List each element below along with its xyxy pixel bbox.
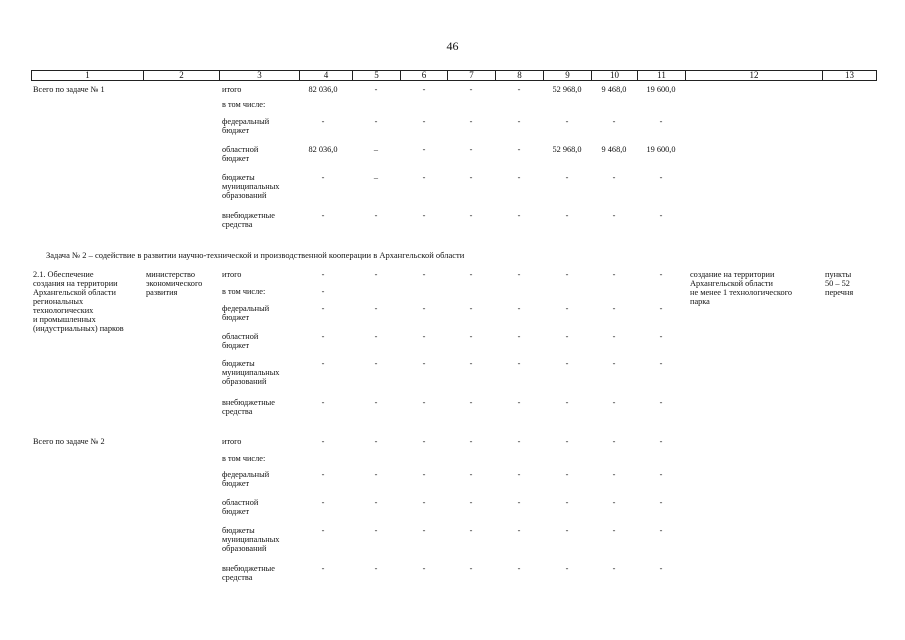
- header-cell-2: 2: [143, 70, 220, 81]
- task1-value-cell: -: [612, 117, 616, 126]
- task2-value-cell: -: [374, 564, 378, 573]
- task1-value-cell: -: [422, 117, 426, 126]
- item-description: Архангельской области: [33, 288, 116, 297]
- block-label: Всего по задаче № 2: [33, 437, 105, 446]
- task1-value-cell: 19 600,0: [646, 85, 676, 94]
- task2-value-cell: -: [469, 437, 473, 446]
- item21-value-cell: -: [469, 359, 473, 368]
- item21-value-cell: -: [469, 398, 473, 407]
- task2-value-cell: -: [374, 526, 378, 535]
- task1-value-cell: -: [422, 173, 426, 182]
- header-cell-7: 7: [447, 70, 496, 81]
- header-cell-5: 5: [352, 70, 401, 81]
- item21-row-label: внебюджетные: [222, 398, 275, 407]
- task1-row-label: внебюджетные: [222, 211, 275, 220]
- responsible-executor: развития: [146, 288, 178, 297]
- header-cell-8: 8: [495, 70, 544, 81]
- item21-value-cell: -: [565, 398, 569, 407]
- task1-value-cell: -: [469, 117, 473, 126]
- item21-value-cell: -: [374, 398, 378, 407]
- task1-value-cell: -: [374, 211, 378, 220]
- item21-value-cell: -: [374, 304, 378, 313]
- task1-value-cell: -: [565, 117, 569, 126]
- task2-value-cell: -: [517, 437, 521, 446]
- task1-value-cell: -: [659, 173, 663, 182]
- task2-value-cell: -: [422, 437, 426, 446]
- task1-value-cell: 52 968,0: [552, 145, 582, 154]
- task1-value-cell: -: [659, 211, 663, 220]
- task2-value-cell: -: [374, 437, 378, 446]
- task2-value-cell: -: [612, 564, 616, 573]
- task1-value-cell: -: [374, 85, 378, 94]
- item21-value-cell: -: [659, 359, 663, 368]
- item21-row-label: бюджеты: [222, 359, 255, 368]
- task2-value-cell: -: [659, 498, 663, 507]
- task2-value-cell: -: [565, 437, 569, 446]
- task1-value-cell: -: [517, 145, 521, 154]
- task2-value-cell: -: [321, 564, 325, 573]
- task1-value-cell: –: [373, 145, 379, 154]
- task2-row-label: федеральный: [222, 470, 270, 479]
- task2-value-cell: -: [565, 526, 569, 535]
- task2-row-label: внебюджетные: [222, 564, 275, 573]
- header-cell-3: 3: [219, 70, 300, 81]
- task1-row-label: итого: [222, 85, 242, 94]
- item21-value-cell: -: [659, 332, 663, 341]
- task2-value-cell: -: [321, 437, 325, 446]
- item21-value-cell: -: [565, 270, 569, 279]
- task2-value-cell: -: [565, 498, 569, 507]
- task1-row-label: федеральный: [222, 117, 270, 126]
- task2-value-cell: -: [659, 437, 663, 446]
- item21-value-cell: -: [374, 270, 378, 279]
- task2-value-cell: -: [374, 498, 378, 507]
- task1-value-cell: -: [469, 211, 473, 220]
- task1-value-cell: -: [612, 173, 616, 182]
- task1-row-label: бюджет: [222, 154, 250, 163]
- item21-row-label: итого: [222, 270, 242, 279]
- task2-row-label: муниципальных: [222, 535, 280, 544]
- task2-value-cell: -: [612, 437, 616, 446]
- expected-result: парка: [690, 297, 710, 306]
- item-description: создания на территории: [33, 279, 118, 288]
- task1-value-cell: -: [517, 173, 521, 182]
- responsible-executor: министерство: [146, 270, 196, 279]
- task1-value-cell: -: [565, 211, 569, 220]
- task2-value-cell: -: [612, 526, 616, 535]
- task2-value-cell: -: [374, 470, 378, 479]
- task1-value-cell: -: [612, 211, 616, 220]
- header-cell-11: 11: [637, 70, 686, 81]
- task1-value-cell: -: [422, 211, 426, 220]
- task1-value-cell: 82 036,0: [308, 145, 338, 154]
- task2-value-cell: -: [659, 470, 663, 479]
- responsible-executor: экономического: [146, 279, 203, 288]
- task2-value-cell: -: [422, 498, 426, 507]
- item21-value-cell: -: [565, 304, 569, 313]
- task2-value-cell: -: [422, 526, 426, 535]
- page-number: 46: [446, 39, 459, 53]
- task1-value-cell: -: [422, 85, 426, 94]
- header-cell-4: 4: [299, 70, 353, 81]
- task1-value-cell: -: [469, 145, 473, 154]
- header-cell-10: 10: [591, 70, 638, 81]
- task1-row-label: бюджет: [222, 126, 250, 135]
- task1-value-cell: –: [373, 173, 379, 182]
- item21-row-label: бюджет: [222, 341, 250, 350]
- task2-value-cell: -: [469, 564, 473, 573]
- task2-value-cell: -: [517, 564, 521, 573]
- item21-row-label: муниципальных: [222, 368, 280, 377]
- task1-row-label: бюджеты: [222, 173, 255, 182]
- item21-value-cell: -: [565, 359, 569, 368]
- task2-row-label: в том числе:: [222, 454, 266, 463]
- task2-row-label: областной: [222, 498, 259, 507]
- task2-value-cell: -: [659, 526, 663, 535]
- item21-value-cell: -: [517, 332, 521, 341]
- item21-value-cell: -: [469, 332, 473, 341]
- item21-value-cell: -: [517, 270, 521, 279]
- task2-row-label: бюджеты: [222, 526, 255, 535]
- task2-row-label: итого: [222, 437, 242, 446]
- task2-row-label: средства: [222, 573, 253, 582]
- item21-value-cell: -: [374, 359, 378, 368]
- item21-row-label: федеральный: [222, 304, 270, 313]
- header-cell-1: 1: [31, 70, 144, 81]
- task1-value-cell: 19 600,0: [646, 145, 676, 154]
- item21-value-cell: -: [374, 332, 378, 341]
- task2-row-label: бюджет: [222, 507, 250, 516]
- task2-value-cell: -: [469, 470, 473, 479]
- task1-value-cell: -: [321, 173, 325, 182]
- task1-value-cell: 82 036,0: [308, 85, 338, 94]
- expected-result: не менее 1 технологического: [690, 288, 793, 297]
- task2-value-cell: -: [321, 498, 325, 507]
- item21-value-cell: -: [517, 359, 521, 368]
- item21-value-cell: -: [517, 398, 521, 407]
- item21-row-label: средства: [222, 407, 253, 416]
- item-description: и промышленных: [33, 315, 96, 324]
- item21-value-cell: -: [422, 398, 426, 407]
- item21-value-cell: -: [321, 398, 325, 407]
- task2-value-cell: -: [469, 526, 473, 535]
- task2-row-label: бюджет: [222, 479, 250, 488]
- task1-value-cell: -: [659, 117, 663, 126]
- item21-value-cell: -: [659, 270, 663, 279]
- task1-value-cell: -: [517, 85, 521, 94]
- item21-value-cell: -: [422, 359, 426, 368]
- item21-value-cell: -: [612, 359, 616, 368]
- item21-value-cell: -: [321, 359, 325, 368]
- task1-row-label: в том числе:: [222, 100, 266, 109]
- header-cell-12: 12: [685, 70, 823, 81]
- expected-result: Архангельской области: [690, 279, 773, 288]
- task1-value-cell: 9 468,0: [601, 85, 627, 94]
- task2-value-cell: -: [517, 498, 521, 507]
- task2-value-cell: -: [517, 470, 521, 479]
- item21-value-cell: -: [422, 304, 426, 313]
- item21-value-cell: -: [321, 270, 325, 279]
- task1-row-label: средства: [222, 220, 253, 229]
- task1-value-cell: -: [422, 145, 426, 154]
- task1-value-cell: -: [469, 173, 473, 182]
- task1-value-cell: -: [469, 85, 473, 94]
- task2-row-label: образований: [222, 544, 267, 553]
- item21-value-cell: -: [612, 304, 616, 313]
- task2-value-cell: -: [321, 526, 325, 535]
- item21-row-label: образований: [222, 377, 267, 386]
- item21-value-cell: -: [422, 332, 426, 341]
- task1-row-label: областной: [222, 145, 259, 154]
- task1-value-cell: -: [374, 117, 378, 126]
- task2-value-cell: -: [321, 470, 325, 479]
- item-description: региональных: [33, 297, 84, 306]
- item-description: (индустриальных) парков: [33, 324, 124, 333]
- item21-row-label: бюджет: [222, 313, 250, 322]
- task2-value-cell: -: [612, 498, 616, 507]
- item21-value-cell: -: [321, 304, 325, 313]
- task1-row-label: муниципальных: [222, 182, 280, 191]
- task1-row-label: образований: [222, 191, 267, 200]
- expected-result: создание на территории: [690, 270, 775, 279]
- header-cell-13: 13: [822, 70, 877, 81]
- task1-value-cell: -: [517, 117, 521, 126]
- task2-value-cell: -: [469, 498, 473, 507]
- task1-value-cell: -: [565, 173, 569, 182]
- task1-value-cell: 52 968,0: [552, 85, 582, 94]
- task2-value-cell: -: [565, 564, 569, 573]
- item21-row-label: в том числе:: [222, 287, 266, 296]
- item21-value-cell: -: [659, 398, 663, 407]
- task2-title: Задача № 2 – содействие в развитии научно-технической и производственной кооперации в Архангельской области: [46, 250, 465, 260]
- task1-value-cell: 9 468,0: [601, 145, 627, 154]
- list-reference: пункты: [825, 270, 852, 279]
- task2-value-cell: -: [422, 470, 426, 479]
- item21-value-cell: -: [517, 304, 521, 313]
- item-description: технологических: [33, 306, 94, 315]
- list-reference: 50 – 52: [825, 279, 850, 288]
- task1-value-cell: -: [321, 211, 325, 220]
- item21-value-cell: -: [659, 304, 663, 313]
- task1-value-cell: -: [517, 211, 521, 220]
- block-label: Всего по задаче № 1: [33, 85, 105, 94]
- task2-value-cell: -: [422, 564, 426, 573]
- task2-value-cell: -: [612, 470, 616, 479]
- item21-value-cell: -: [321, 287, 325, 296]
- item21-row-label: областной: [222, 332, 259, 341]
- item21-value-cell: -: [321, 332, 325, 341]
- list-reference: перечня: [825, 288, 854, 297]
- item21-value-cell: -: [469, 270, 473, 279]
- header-cell-9: 9: [543, 70, 592, 81]
- item21-value-cell: -: [612, 270, 616, 279]
- header-cell-6: 6: [400, 70, 448, 81]
- task2-value-cell: -: [565, 470, 569, 479]
- task2-value-cell: -: [517, 526, 521, 535]
- item21-value-cell: -: [565, 332, 569, 341]
- item21-value-cell: -: [422, 270, 426, 279]
- item-description: 2.1. Обеспечение: [33, 270, 94, 279]
- task1-value-cell: -: [321, 117, 325, 126]
- item21-value-cell: -: [612, 398, 616, 407]
- item21-value-cell: -: [612, 332, 616, 341]
- task2-value-cell: -: [659, 564, 663, 573]
- item21-value-cell: -: [469, 304, 473, 313]
